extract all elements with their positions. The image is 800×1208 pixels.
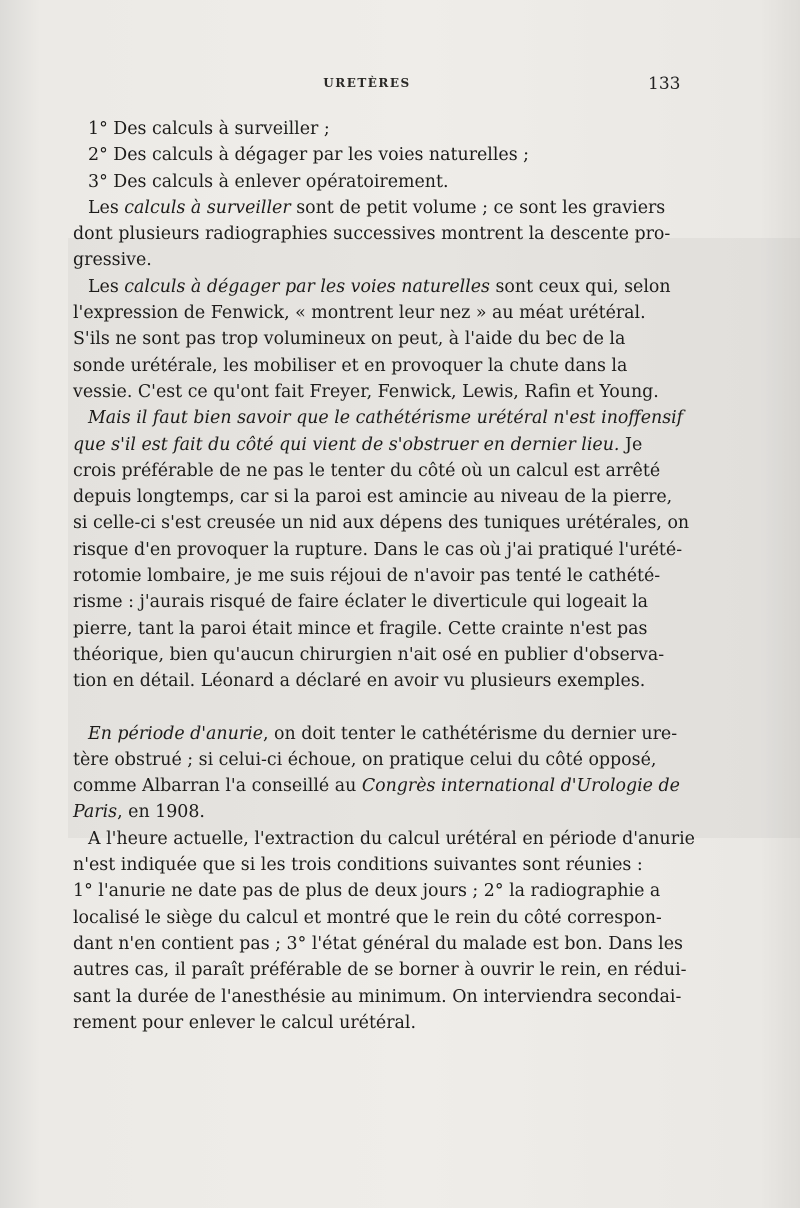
p2-emphasis: calculs à dégager par les voies naturelles — [124, 276, 490, 297]
p4-congress-city: Paris — [73, 802, 118, 823]
paragraph-2-line-5: vessie. C'est ce qu'ont fait Freyer, Fenwick, Lewis, Rafin et Young. — [73, 381, 659, 402]
paragraph-3-line-2 — [73, 432, 679, 458]
p1-lead: Les — [88, 197, 119, 218]
paragraph-5-line-8: rement pour enlever le calcul urétéral. — [73, 1012, 416, 1033]
paragraph-3-line-10: théorique, bien qu'aucun chirurgien n'ait osé en publier d'observa- — [73, 644, 665, 665]
p4-rest: , on doit tenter le cathétérisme du dernier ure- — [263, 723, 678, 744]
paragraph-3-line-1: Mais il faut bien savoir que le cathétérisme urétéral n'est inoffensif — [88, 408, 684, 429]
paragraph-3-line-4: depuis longtemps, car si la paroi est amincie au niveau de la pierre, — [73, 487, 673, 508]
paragraph-5-line-6: autres cas, il paraît préférable de se borner à ouvrir le rein, en rédui- — [73, 960, 687, 981]
list-item-2: 2° Des calculs à dégager par les voies naturelles ; — [88, 145, 530, 166]
paragraph-1-line-2: dont plusieurs radiographies successives montrent la descente pro- — [73, 224, 671, 245]
paragraph-5-line-3: 1° l'anurie ne date pas de plus de deux jours ; 2° la radiographie a — [73, 881, 661, 902]
paragraph-5-line-7: sant la durée de l'anesthésie au minimum. On interviendra secondai- — [73, 986, 682, 1007]
paragraph-gap — [73, 695, 679, 721]
running-title: URETÈRES — [323, 76, 411, 90]
paragraph-3-line-3: crois préférable de ne pas le tenter du côté où un calcul est arrêté — [73, 460, 661, 481]
paragraph-3-line-8: risme : j'aurais risqué de faire éclater le diverticule qui logeait la — [73, 592, 649, 613]
paragraph-1-line-3: gressive. — [73, 250, 152, 271]
paragraph-3-line-11: tion en détail. Léonard a déclaré en avoir vu plusieurs exemples. — [73, 671, 646, 692]
paragraph-5-line-2: n'est indiquée que si les trois conditions suivantes sont réunies : — [73, 855, 643, 876]
p4-emphasis: En période d'anurie — [88, 723, 263, 744]
p4-line3-text: comme Albarran l'a conseillé au — [73, 776, 357, 797]
p4-year: , en 1908. — [117, 802, 205, 823]
p3-rest-2: Je — [624, 434, 643, 455]
paragraph-5-line-4: localisé le siège du calcul et montré que le rein du côté correspon- — [73, 907, 662, 928]
body-text — [73, 116, 695, 1036]
paragraph-2-line-1 — [73, 274, 679, 300]
paragraph-3-line-7: rotomie lombaire, je me suis réjoui de n'avoir pas tenté le cathété- — [73, 566, 661, 587]
list-item-1: 1° Des calculs à surveiller ; — [88, 119, 330, 139]
p2-rest: sont ceux qui, selon — [495, 276, 671, 297]
page-number: 133 — [648, 74, 681, 94]
paragraph-5-line-5: dant n'en contient pas ; 3° l'état général du malade est bon. Dans les — [73, 933, 683, 954]
p4-congress-title: Congrès international d'Urologie de — [361, 776, 680, 797]
p1-rest: sont de petit volume ; ce sont les graviers — [296, 197, 666, 218]
paragraph-2-line-3: S'ils ne sont pas trop volumineux on peut, à l'aide du bec de la — [73, 329, 626, 350]
paragraph-2-line-2: l'expression de Fenwick, « montrent leur nez » au méat urétéral. — [73, 303, 646, 324]
paragraph-4-line-2: tère obstrué ; si celui-ci échoue, on pratique celui du côté opposé, — [73, 749, 657, 770]
paragraph-4-line-3 — [73, 773, 679, 799]
p3-emphasis-2: que s'il est fait du côté qui vient de s'obstruer en dernier lieu. — [73, 434, 620, 455]
list-item-3: 3° Des calculs à enlever opératoirement. — [88, 171, 449, 192]
page-header — [0, 76, 800, 100]
paragraph-3-line-6: risque d'en provoquer la rupture. Dans le cas où j'ai pratiqué l'urété- — [73, 539, 683, 560]
paragraph-4-line-1 — [73, 721, 679, 747]
paragraph-1-line-1 — [73, 195, 679, 221]
p2-lead: Les — [88, 276, 119, 297]
paragraph-5-line-1: A l'heure actuelle, l'extraction du calcul urétéral en période d'anurie — [88, 828, 695, 849]
p1-emphasis: calculs à surveiller — [124, 197, 291, 218]
paragraph-3-line-9: pierre, tant la paroi était mince et fragile. Cette crainte n'est pas — [73, 618, 648, 639]
paragraph-4-line-4 — [73, 799, 679, 825]
paragraph-2-line-4: sonde urétérale, les mobiliser et en provoquer la chute dans la — [73, 355, 628, 376]
paragraph-3-line-5: si celle-ci s'est creusée un nid aux dépens des tuniques urétérales, on — [73, 513, 690, 534]
